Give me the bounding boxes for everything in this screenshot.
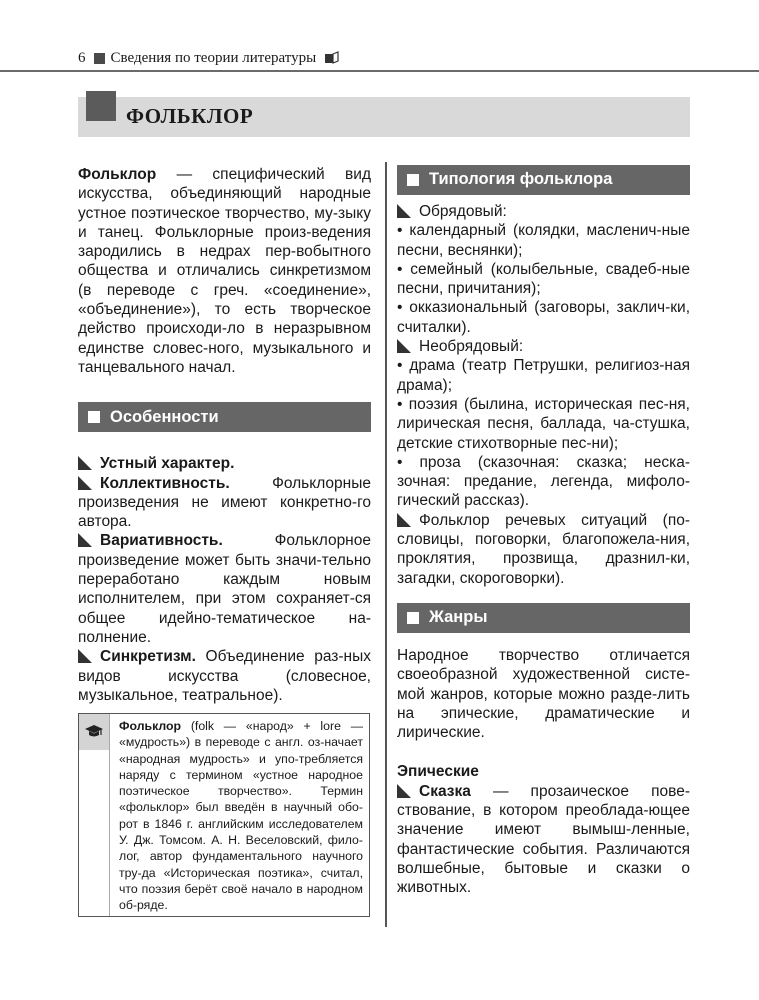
graduation-cap-icon bbox=[84, 724, 104, 740]
section-heading-genres bbox=[397, 603, 690, 633]
feature-text: Фольклорное произведение может быть значи-тельно переработано каждым новым исполнителем, при этом сохраняет-ся общее идейно-тематическое на-полнение. bbox=[78, 532, 371, 646]
header-rule bbox=[0, 70, 759, 72]
triangle-marker-icon bbox=[397, 513, 411, 527]
triangle-marker-icon bbox=[78, 456, 92, 470]
nonritual-item: • драма (театр Петрушки, религиоз-ная драма); bbox=[397, 357, 690, 394]
feature-item bbox=[78, 531, 371, 647]
feature-term: Устный характер. bbox=[100, 455, 235, 473]
note-term: Фольклор bbox=[119, 719, 182, 733]
title-band bbox=[78, 97, 690, 137]
speech-item bbox=[397, 511, 690, 588]
white-square-icon bbox=[88, 411, 100, 423]
nonritual-label-text: Необрядовый: bbox=[419, 338, 524, 356]
section-heading-label: Особенности bbox=[110, 407, 219, 426]
intro-paragraph bbox=[78, 165, 371, 377]
ritual-label bbox=[397, 202, 690, 221]
tale-text: — прозаическое пове-ствование, в котором преоблада-ющее значение имеют вымыш-ленные, фантастические события. Различаются волшебные, бытовые и сказки о животных. bbox=[397, 782, 690, 897]
section-heading-typology bbox=[397, 165, 690, 195]
book-icon bbox=[324, 51, 340, 65]
genres-paragraph: Народное творчество отличается своеобразной художественной систе-мой жанров, которые можно разде-лить на эпические, драматические и лирические. bbox=[397, 646, 690, 742]
feature-term: Вариативность. bbox=[100, 532, 223, 550]
page-title: ФОЛЬКЛОР bbox=[126, 104, 254, 128]
triangle-marker-icon bbox=[78, 649, 92, 663]
intro-text: — специфический вид искусства, объединяющий народные устное поэтическое творчество, му-зыку и танец. Фольклорные произ-ведения зародились в недрах пер-вобытного общества и отличались синкретизмом (в переводе с греч. «соединение», «объединение»), то есть творческое действо происходи-ло в неразрывном единстве словес-ного, музыкального и танцевального начал. bbox=[78, 166, 371, 376]
nonritual-item: • поэзия (былина, историческая пес-ня, лирическая песня, баллада, ча-стушка, детские стихотворные пес-ни); bbox=[397, 395, 690, 452]
section-heading-label: Жанры bbox=[429, 608, 488, 627]
ritual-item: • окказиональный (заговоры, заклич-ки, считалки). bbox=[397, 299, 690, 336]
nonritual-item: • проза (сказочная: сказка; неска-зочная: предание, легенда, мифоло-гический рассказ). bbox=[397, 453, 690, 510]
triangle-marker-icon bbox=[78, 533, 92, 547]
running-header bbox=[78, 47, 690, 69]
features-list bbox=[78, 454, 371, 705]
note-gutter bbox=[79, 714, 110, 916]
feature-item bbox=[78, 474, 371, 532]
tale-item bbox=[397, 782, 690, 898]
note-text bbox=[119, 718, 363, 914]
square-bullet-icon bbox=[94, 53, 105, 64]
feature-term: Коллективность. bbox=[100, 474, 230, 492]
nonritual-label bbox=[397, 337, 690, 356]
section-heading-label: Типология фольклора bbox=[429, 170, 613, 189]
triangle-marker-icon bbox=[397, 784, 411, 798]
feature-text: Фольклорные произведения не имеют конкретно-го автора. bbox=[78, 474, 371, 531]
feature-text: Объединение раз-ных видов искусства (словесное, музыкальное, театральное). bbox=[78, 648, 371, 704]
definition-note-box bbox=[78, 713, 370, 917]
feature-item bbox=[78, 647, 371, 705]
triangle-marker-icon bbox=[397, 339, 411, 353]
column-divider bbox=[385, 162, 387, 927]
note-body: (folk — «народ» + lore — «мудрость») в переводе с англ. оз-начает «народная мудрость» и упо-требляется наряду с термином «устное народное поэтическое творчество». Термин «фольклор» был введён в научный обо-рот в 1846 г. английским исследователем У. Дж. Томсом. А. Н. Веселовский, фило-лог, автор фундаментального научного тру-да «Историческая поэтика», считал, что поэзия берёт своё начало в народном об-ряде. bbox=[119, 719, 363, 913]
epic-heading: Эпические bbox=[397, 763, 479, 781]
feature-term: Синкретизм. bbox=[100, 648, 196, 666]
triangle-marker-icon bbox=[397, 204, 411, 218]
page-number: 6 bbox=[78, 49, 86, 66]
speech-item-text: Фольклор речевых ситуаций (по-словицы, поговорки, благопожела-ния, проклятия, прозвища, дразнил-ки, загадки, скороговорки). bbox=[397, 511, 690, 587]
ritual-item: • календарный (колядки, масленич-ные песни, веснянки); bbox=[397, 222, 690, 259]
section-heading-features bbox=[78, 402, 371, 432]
left-column bbox=[78, 165, 371, 705]
white-square-icon bbox=[407, 174, 419, 186]
tale-term: Сказка bbox=[419, 782, 471, 800]
intro-term: Фольклор bbox=[78, 166, 157, 183]
typology-list bbox=[397, 202, 690, 588]
white-square-icon bbox=[407, 612, 419, 624]
title-square-icon bbox=[86, 91, 116, 121]
ritual-label-text: Обрядовый: bbox=[419, 203, 507, 220]
ritual-item: • семейный (колыбельные, свадеб-ные песни, причитания); bbox=[397, 260, 690, 298]
feature-item bbox=[78, 454, 371, 473]
running-title: Сведения по теории литературы bbox=[110, 49, 317, 66]
triangle-marker-icon bbox=[78, 476, 92, 490]
right-column bbox=[397, 165, 690, 898]
